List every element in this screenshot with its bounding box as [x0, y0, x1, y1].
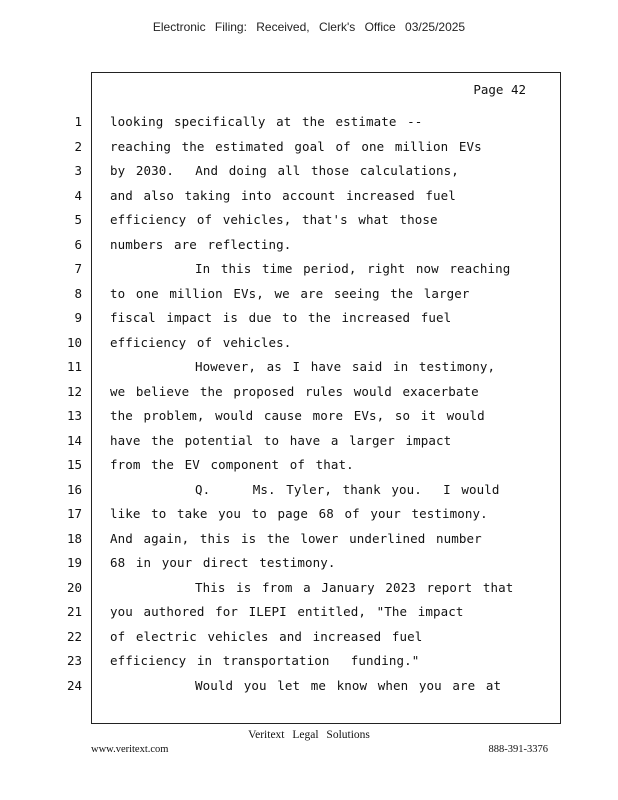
transcript-line: And again, this is the lower underlined number	[110, 530, 482, 546]
transcript-line: 68 in your direct testimony.	[110, 555, 336, 570]
footer-website: www.veritext.com	[91, 744, 169, 755]
transcript-line: In this time period, right now reaching	[110, 261, 511, 276]
transcript-line: from the EV component of that.	[110, 457, 354, 472]
line-number: 10	[66, 334, 82, 350]
transcript-line: of electric vehicles and increased fuel	[110, 628, 423, 644]
line-number: 16	[66, 481, 82, 497]
line-number: 17	[66, 506, 82, 521]
transcript-line: numbers are reflecting.	[110, 236, 292, 252]
line-number: 7	[74, 261, 82, 276]
line-number: 3	[74, 163, 82, 178]
transcript-line: This is from a January 2023 report that	[110, 579, 514, 595]
line-number: 8	[74, 285, 82, 301]
line-number: 2	[74, 138, 82, 154]
line-number: 1	[74, 114, 82, 129]
line-number: 22	[66, 628, 82, 644]
transcript-line: like to take you to page 68 of your testimony.	[110, 506, 488, 521]
line-number: 20	[66, 579, 82, 595]
transcript-line: efficiency in transportation funding."	[110, 653, 420, 668]
line-number: 18	[66, 530, 82, 546]
transcript-line: we believe the proposed rules would exacerbate	[110, 383, 479, 399]
line-number: 5	[74, 212, 82, 227]
transcript-line: the problem, would cause more EVs, so it would	[110, 408, 485, 423]
transcript-line: have the potential to have a larger impact	[110, 432, 452, 448]
transcript-line: and also taking into account increased fuel	[110, 187, 456, 203]
line-number: 9	[74, 310, 82, 325]
line-number: 23	[66, 653, 82, 668]
transcript-line: Q. Ms. Tyler, thank you. I would	[110, 481, 500, 497]
transcript-line: However, as I have said in testimony,	[110, 359, 496, 374]
line-number: 19	[66, 555, 82, 570]
transcript-line: efficiency of vehicles.	[110, 334, 292, 350]
line-number: 21	[66, 604, 82, 619]
transcript-line: looking specifically at the estimate --	[110, 114, 423, 129]
line-number: 15	[66, 457, 82, 472]
footer-company: Veritext Legal Solutions	[248, 729, 370, 741]
line-number: 24	[66, 677, 82, 693]
transcript-line: by 2030. And doing all those calculations,	[110, 163, 459, 178]
transcript-line: fiscal impact is due to the increased fuel	[110, 310, 452, 325]
page-number: Page 42	[473, 82, 526, 97]
line-number: 6	[74, 236, 82, 252]
line-number: 11	[66, 359, 82, 374]
footer-phone: 888-391-3376	[488, 744, 548, 755]
transcript-line: efficiency of vehicles, that's what those	[110, 212, 438, 227]
filing-stamp-header: Electronic Filing: Received, Clerk's Office 03/25/2025	[152, 20, 466, 34]
line-number: 12	[66, 383, 82, 399]
line-number: 13	[66, 408, 82, 423]
transcript-line: you authored for ILEPI entitled, "The impact	[110, 604, 464, 619]
transcript-line: reaching the estimated goal of one million EVs	[110, 138, 482, 154]
transcript-line: to one million EVs, we are seeing the larger	[110, 285, 470, 301]
transcript-line: Would you let me know when you are at	[110, 677, 502, 693]
line-number: 14	[66, 432, 82, 448]
line-number: 4	[74, 187, 82, 203]
